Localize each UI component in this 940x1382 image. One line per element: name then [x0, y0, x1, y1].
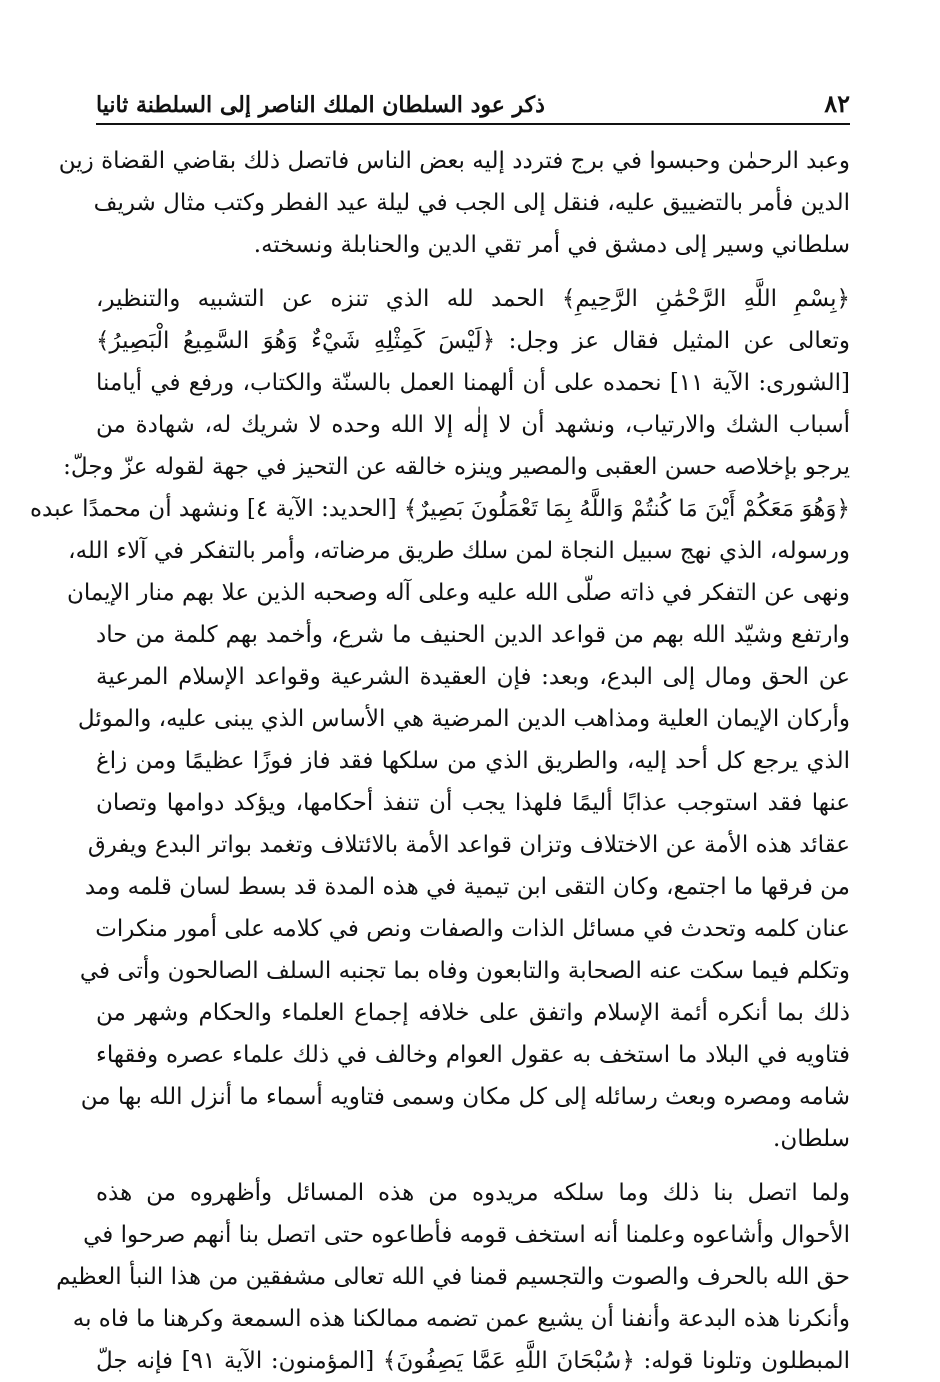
paragraph-3 — [56, 1172, 850, 1382]
text-line: فتاويه في البلاد ما استخف به عقول العوام وخالف في ذلك علماء عصره وفقهاء — [96, 1042, 850, 1068]
paragraph-1 — [58, 140, 850, 266]
text-line: حق الله بالحرف والصوت والتجسيم قمنا في الله تعالى مشفقين من هذا النبأ العظيم — [56, 1264, 850, 1290]
text-line: ونهى عن التفكر في ذاته صلّى الله عليه وعلى آله وصحبه الذين علا بهم منار الإيمان — [66, 580, 850, 606]
text-line: وتكلم فيما سكت عنه الصحابة والتابعون وفاه بما تجنبه السلف الصالحون وأتى في — [79, 958, 850, 984]
header-rule — [96, 123, 850, 125]
text-line: وعبد الرحمٰن وحبسوا في برج فتردد إليه بعض الناس فاتصل ذلك بقاضي القضاة زين — [58, 148, 850, 174]
text-line: وأركان الإيمان العلية ومذاهب الدين المرضية هي الأساس الذي يبنى عليه، والموئل — [77, 706, 850, 732]
text-line: ولما اتصل بنا ذلك وما سلكه مريدوه من هذه المسائل وأظهروه من هذه — [96, 1180, 850, 1206]
text-line: وارتفع وشيّد الله بهم من قواعد الدين الحنيف ما شرع، وأخمد بهم كلمة من حاد — [96, 622, 850, 648]
text-line: من فرقها ما اجتمع، وكان التقى ابن تيمية في هذه المدة قد بسط لسان قلمه ومد — [84, 874, 850, 900]
text-line: الدين فأمر بالتضييق عليه، فنقل إلى الجب في ليلة عيد الفطر وكتب مثال شريف — [93, 190, 850, 216]
text-line: عنها فقد استوجب عذابًا أليمًا فلهذا يجب أن تنفذ أحكامها، ويؤكد دوامها وتصان — [96, 790, 850, 816]
text-line: ورسوله، الذي نهج سبيل النجاة لمن سلك طريق مرضاته، وأمر بالتفكر في آلاء الله، — [68, 538, 850, 564]
text-line: سلطان. — [773, 1126, 850, 1152]
text-line: [الشورى: الآية ١١] نحمده على أن ألهمنا العمل بالسنّة والكتاب، ورفع في أيامنا — [96, 370, 850, 396]
text-line: ذلك بما أنكره أئمة الإسلام واتفق على خلافه إجماع العلماء والحكام وشهر من — [96, 1000, 850, 1026]
text-line: شامه ومصره وبعث رسائله إلى كل مكان وسمى فتاويه أسماء ما أنزل الله بها من — [80, 1084, 850, 1110]
text-line: الأحوال وأشاعوه وعلمنا أنه استخف قومه فأطاعوه حتى اتصل بنا أنهم صرحوا في — [83, 1222, 850, 1248]
text-line: الذي يرجع كل أحد إليه، والطريق الذي من سلكها فقد فاز فوزًا عظيمًا ومن زاغ — [96, 748, 850, 774]
text-line: عنان كلمه وتحدث في مسائل الذات والصفات ونص في كلامه على أمور منكرات — [95, 916, 850, 942]
page-number: ٨٢ — [824, 89, 850, 118]
text-line: وأنكرنا هذه البدعة وأنفنا أن يشيع عمن تضمه ممالكنا هذه السمعة وكرهنا ما فاه به — [72, 1306, 850, 1332]
text-line: سلطاني وسير إلى دمشق في أمر تقي الدين والحنابلة ونسخته. — [253, 232, 850, 258]
text-line: ﴿بِسْمِ اللَّهِ الرَّحْمَٰنِ الرَّحِيمِ﴾ الحمد لله الذي تنزه عن التشبيه والتنظير، — [96, 286, 850, 312]
text-line: أسباب الشك والارتياب، ونشهد أن لا إلٰه إلا الله وحده لا شريك له، شهادة من — [96, 412, 850, 438]
text-line: ﴿وَهُوَ مَعَكُمْ أَيْنَ مَا كُنتُمْ وَاللَّهُ بِمَا تَعْمَلُونَ بَصِيرٌ﴾ [الحديد: الآية ٤] ونشهد أن محمدًا عبده — [29, 496, 850, 522]
page-body — [29, 140, 850, 1374]
text-line: يرجو بإخلاصه حسن العقبى والمصير وينزه خالقه عن التحيز في جهة لقوله عزّ وجلّ: — [63, 454, 850, 480]
text-line: المبطلون وتلونا قوله: ﴿سُبْحَانَ اللَّهِ عَمَّا يَصِفُونَ﴾ [المؤمنون: الآية ٩١] فإنه جلّ — [96, 1348, 850, 1374]
chapter-title: ذكر عود السلطان الملك الناصر إلى السلطنة ثانيا — [96, 92, 545, 118]
running-header — [96, 82, 850, 118]
text-line: عن الحق ومال إلى البدع، وبعد: فإن العقيدة الشرعية وقواعد الإسلام المرعية — [96, 664, 850, 690]
text-line: وتعالى عن المثيل فقال عز وجل: ﴿لَيْسَ كَمِثْلِهِ شَيْءٌ وَهُوَ السَّمِيعُ الْبَصِيرُ﴾ — [96, 328, 850, 354]
paragraph-gap — [96, 266, 850, 278]
paragraph-gap — [96, 1160, 850, 1172]
text-line: عقائد هذه الأمة عن الاختلاف وتزان قواعد الأمة بالائتلاف وتغمد بواتر البدع ويفرق — [87, 832, 850, 858]
paragraph-2 — [29, 278, 850, 1160]
